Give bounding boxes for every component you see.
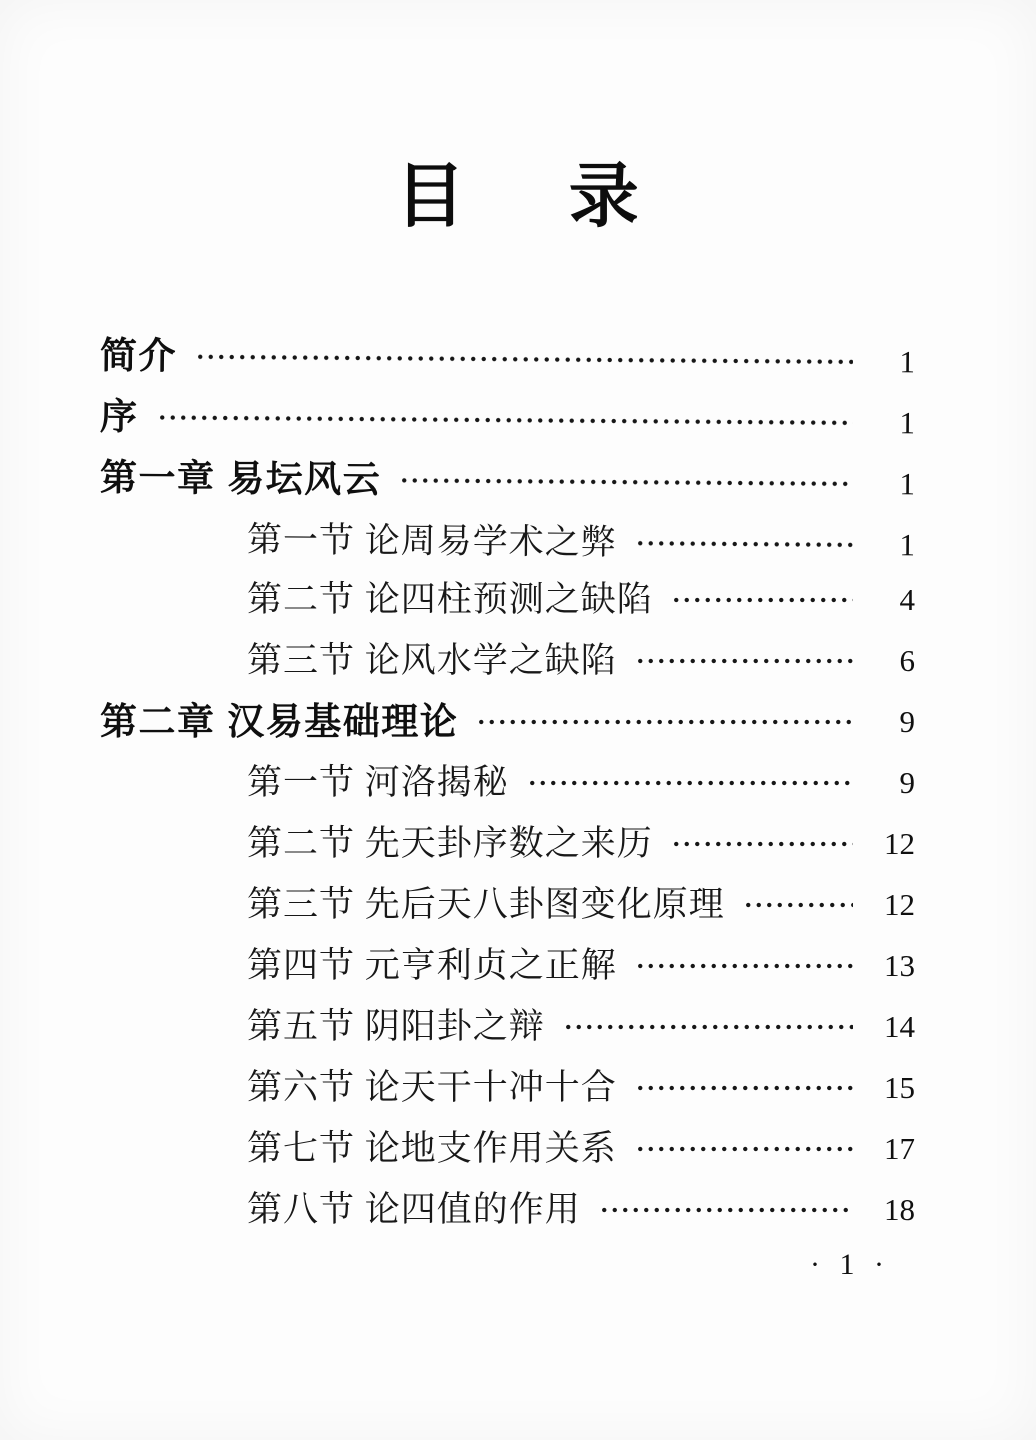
- dot-leader: [671, 813, 853, 874]
- toc-entry-label: 简介: [99, 335, 178, 377]
- toc-entry-label: 第二章 汉易基础理论: [100, 701, 459, 742]
- dot-leader: [195, 326, 853, 392]
- toc-list: [100, 325, 915, 1240]
- toc-entry-page: 13: [884, 948, 915, 983]
- dot-leader: [635, 1118, 853, 1179]
- dot-leader: [527, 752, 853, 813]
- page-number-footer: · 1 ·: [810, 1248, 886, 1281]
- toc-entry: [100, 935, 915, 996]
- toc-entry-label: 第七节 论地支作用关系: [247, 1129, 617, 1168]
- toc-entry-page: 18: [884, 1192, 915, 1227]
- page-title: 目 录: [395, 159, 641, 236]
- dot-leader: [563, 996, 853, 1057]
- toc-entry-label: 第二节 先天卦序数之来历: [247, 824, 653, 863]
- toc-entry: [100, 447, 915, 514]
- dot-leader: [635, 935, 853, 996]
- toc-entry-page: 12: [884, 826, 915, 861]
- toc-entry: [100, 996, 915, 1057]
- toc-entry-label: 序: [99, 396, 139, 438]
- toc-entry: [100, 691, 915, 752]
- toc-entry: [100, 569, 915, 630]
- toc-entry-page: 12: [884, 887, 915, 922]
- toc-entry-label: 第五节 阴阳卦之辩: [247, 1007, 545, 1046]
- toc-entry: [100, 508, 915, 575]
- toc-entry-label: 第六节 论天干十冲十合: [247, 1068, 617, 1107]
- toc-entry: [100, 325, 915, 392]
- dot-leader: [599, 1179, 853, 1240]
- toc-entry-label: 第一章 易坛风云: [99, 457, 382, 501]
- toc-entry-page: 1: [899, 527, 916, 563]
- toc-entry-label: 第一节 河洛揭秘: [247, 763, 509, 802]
- toc-entry: [100, 630, 915, 691]
- toc-entry-page: 14: [884, 1009, 915, 1044]
- toc-entry-page: 9: [899, 704, 915, 739]
- toc-entry-page: 4: [899, 582, 915, 617]
- dot-leader: [635, 512, 854, 575]
- toc-entry-page: 9: [899, 765, 915, 800]
- toc-entry: [100, 874, 915, 935]
- toc-entry: [100, 1118, 915, 1179]
- toc-entry: [100, 752, 915, 813]
- toc-entry: [100, 813, 915, 874]
- toc-entry: [100, 1179, 915, 1240]
- dot-leader: [399, 449, 853, 514]
- dot-leader: [743, 874, 853, 935]
- toc-entry-page: 1: [899, 344, 916, 380]
- toc-entry-label: 第三节 论风水学之缺陷: [247, 641, 617, 680]
- toc-entry-label: 第二节 论四柱预测之缺陷: [247, 580, 653, 619]
- toc-entry-label: 第三节 先后天八卦图变化原理: [247, 885, 725, 924]
- toc-entry-page: 15: [884, 1070, 915, 1105]
- toc-entry: [100, 1057, 915, 1118]
- dot-leader: [156, 386, 853, 452]
- dot-leader: [671, 569, 853, 630]
- toc-entry-label: 第四节 元亨利贞之正解: [247, 946, 617, 985]
- toc-entry-label: 第一节 论周易学术之弊: [246, 520, 617, 563]
- toc-entry-page: 1: [899, 405, 916, 441]
- toc-entry-page: 17: [884, 1131, 915, 1166]
- toc-entry-label: 第八节 论四值的作用: [247, 1190, 581, 1229]
- dot-leader: [635, 630, 853, 691]
- toc-entry-page: 6: [899, 643, 915, 678]
- dot-leader: [476, 691, 853, 752]
- dot-leader: [635, 1057, 853, 1118]
- toc-entry-page: 1: [899, 466, 916, 502]
- toc-entry: [100, 386, 915, 453]
